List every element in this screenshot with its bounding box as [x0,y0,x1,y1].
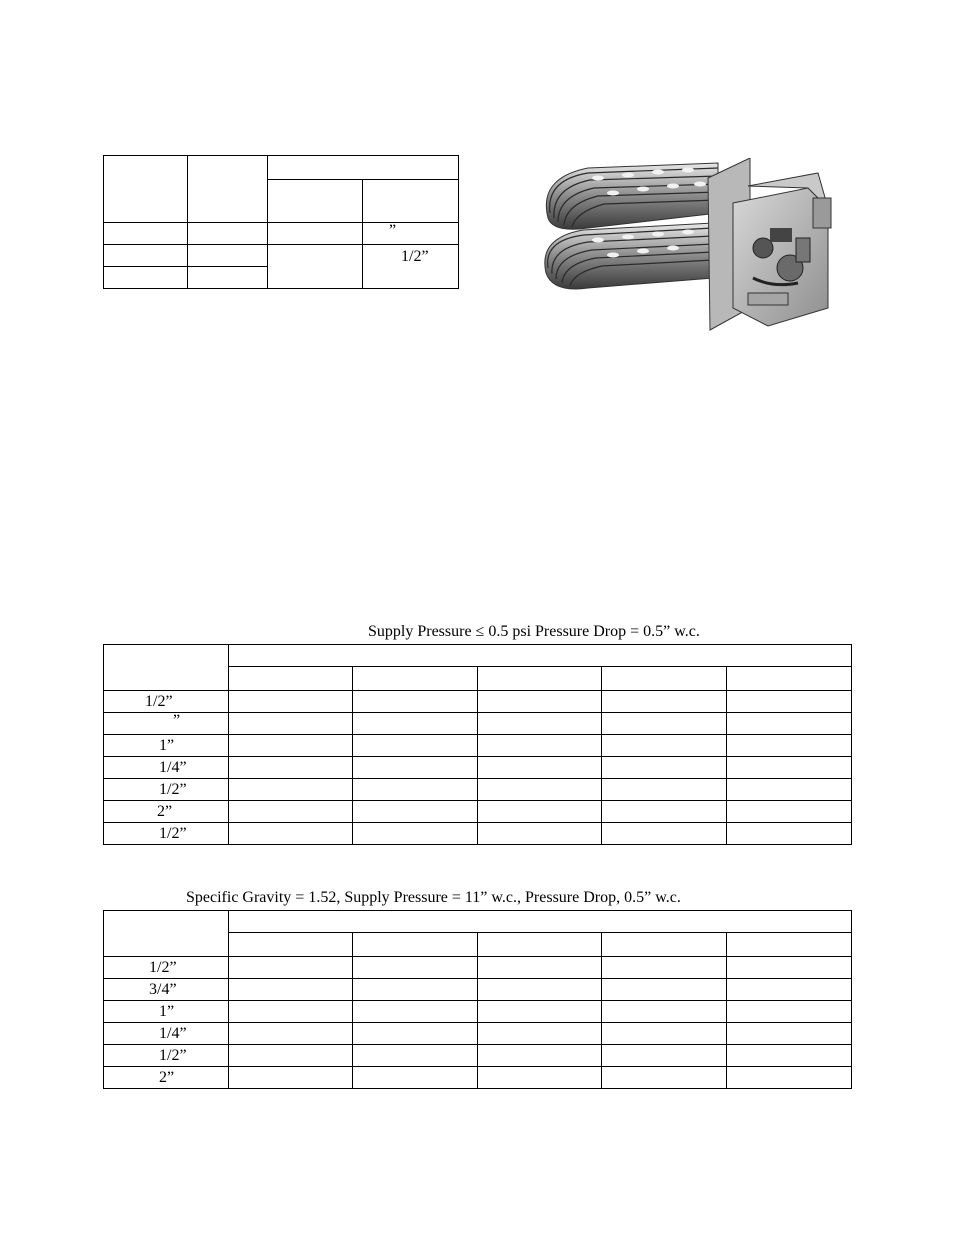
pipe-size-cell [104,735,229,757]
table-cell [602,757,727,779]
spec-cell [188,267,268,289]
table-cell [727,801,852,823]
table-cell [727,979,852,1001]
table-cell [727,779,852,801]
table-cell [229,1001,353,1023]
table-cell [602,1001,727,1023]
pipe-size-cell [104,757,229,779]
spec-subheader-1 [268,180,363,223]
table-cell [353,1023,478,1045]
table-cell [727,757,852,779]
natural-gas-table-caption: Supply Pressure ≤ 0.5 psi Pressure Drop = 0.5” w.c. [368,623,700,640]
length-header [229,933,353,957]
table-cell [727,713,852,735]
pipe-size-cell [104,1001,229,1023]
length-header [727,933,852,957]
table-cell [229,1023,353,1045]
length-header [478,933,602,957]
pipe-size: 1/4” [159,758,187,776]
table-cell [602,1067,727,1089]
table-cell [602,823,727,845]
table-cell [478,779,602,801]
pipe-size-cell [104,957,229,979]
table-cell [353,1045,478,1067]
table-cell [353,757,478,779]
table-cell [478,1023,602,1045]
pipe-size-cell [104,1067,229,1089]
table-cell [602,713,727,735]
table-cell [353,979,478,1001]
table-cell [478,823,602,845]
table-cell [727,1001,852,1023]
spec-header-cell-2 [188,156,268,223]
spec-cell [363,223,459,245]
propane-pipe-table [103,910,852,1089]
table-cell [727,691,852,713]
table-cell [602,957,727,979]
pipe-size: 1/2” [159,780,187,798]
capacity-header-group [229,645,852,667]
pipe-size: ” [173,712,181,729]
spec-cell [268,223,363,245]
length-header [602,667,727,691]
spec-header-cell-1 [104,156,188,223]
length-header [602,933,727,957]
pipe-size: 1” [159,1002,175,1020]
table-cell [229,957,353,979]
table-cell [602,1045,727,1067]
pipe-size: 1” [159,736,175,754]
pipe-size-header [104,645,229,691]
table-cell [353,823,478,845]
table-cell [353,801,478,823]
upper-tube-bundle [546,163,718,229]
table-cell [602,735,727,757]
pipe-size: 2” [159,1068,175,1086]
pipe-size: 1/2” [159,824,187,842]
spec-value: 1/2” [401,248,429,265]
table-cell [229,779,353,801]
table-cell [353,779,478,801]
pipe-size-cell [104,713,229,735]
table-cell [353,691,478,713]
table-cell [353,713,478,735]
heat-exchanger-assembly-photo [528,158,840,333]
pipe-size-header [104,911,229,957]
table-cell [353,735,478,757]
table-cell [478,691,602,713]
table-cell [353,1067,478,1089]
length-header [353,933,478,957]
table-cell [229,757,353,779]
table-cell [478,957,602,979]
table-cell [602,1023,727,1045]
table-cell [478,757,602,779]
length-header [478,667,602,691]
spec-table [103,155,459,289]
table-cell [353,1001,478,1023]
propane-table-caption: Specific Gravity = 1.52, Supply Pressure = 11” w.c., Pressure Drop, 0.5” w.c. [186,889,681,906]
table-cell [229,979,353,1001]
table-cell [478,801,602,823]
pipe-size-cell [104,823,229,845]
table-cell [353,957,478,979]
table-cell [229,1067,353,1089]
pipe-size: 3/4” [149,980,177,998]
pipe-size: 1/2” [159,1046,187,1064]
spec-value: ” [389,222,397,239]
table-cell [727,1023,852,1045]
length-header [229,667,353,691]
spec-cell [188,245,268,267]
table-cell [229,691,353,713]
pipe-size-cell [104,691,229,713]
table-cell [229,735,353,757]
table-cell [727,957,852,979]
pipe-size: 1/4” [159,1024,187,1042]
pipe-size-cell [104,1045,229,1067]
table-cell [727,735,852,757]
pipe-size-cell [104,979,229,1001]
pipe-size-cell [104,779,229,801]
table-cell [602,779,727,801]
spec-cell [363,245,459,289]
spec-cell [104,267,188,289]
table-cell [478,735,602,757]
spec-subheader-2 [363,180,459,223]
natural-gas-pipe-table [103,644,852,845]
table-cell [478,1067,602,1089]
pipe-size: 1/2” [145,692,173,710]
spec-cell [188,223,268,245]
length-header [727,667,852,691]
table-cell [478,979,602,1001]
length-header [353,667,478,691]
table-cell [229,801,353,823]
spec-cell [268,245,363,289]
table-cell [727,1067,852,1089]
table-cell [478,1001,602,1023]
spec-cell [104,245,188,267]
table-cell [602,979,727,1001]
table-cell [229,823,353,845]
capacity-header-group [229,911,852,933]
table-cell [602,801,727,823]
pipe-size: 1/2” [149,958,177,976]
spec-cell [104,223,188,245]
table-cell [229,713,353,735]
table-cell [602,691,727,713]
table-cell [727,823,852,845]
table-cell [229,1045,353,1067]
spec-header-group [268,156,459,180]
table-cell [727,1045,852,1067]
lower-tube-bundle [545,223,713,289]
pipe-size-cell [104,801,229,823]
table-cell [478,713,602,735]
pipe-size: 2” [157,802,173,820]
pipe-size-cell [104,1023,229,1045]
table-cell [478,1045,602,1067]
